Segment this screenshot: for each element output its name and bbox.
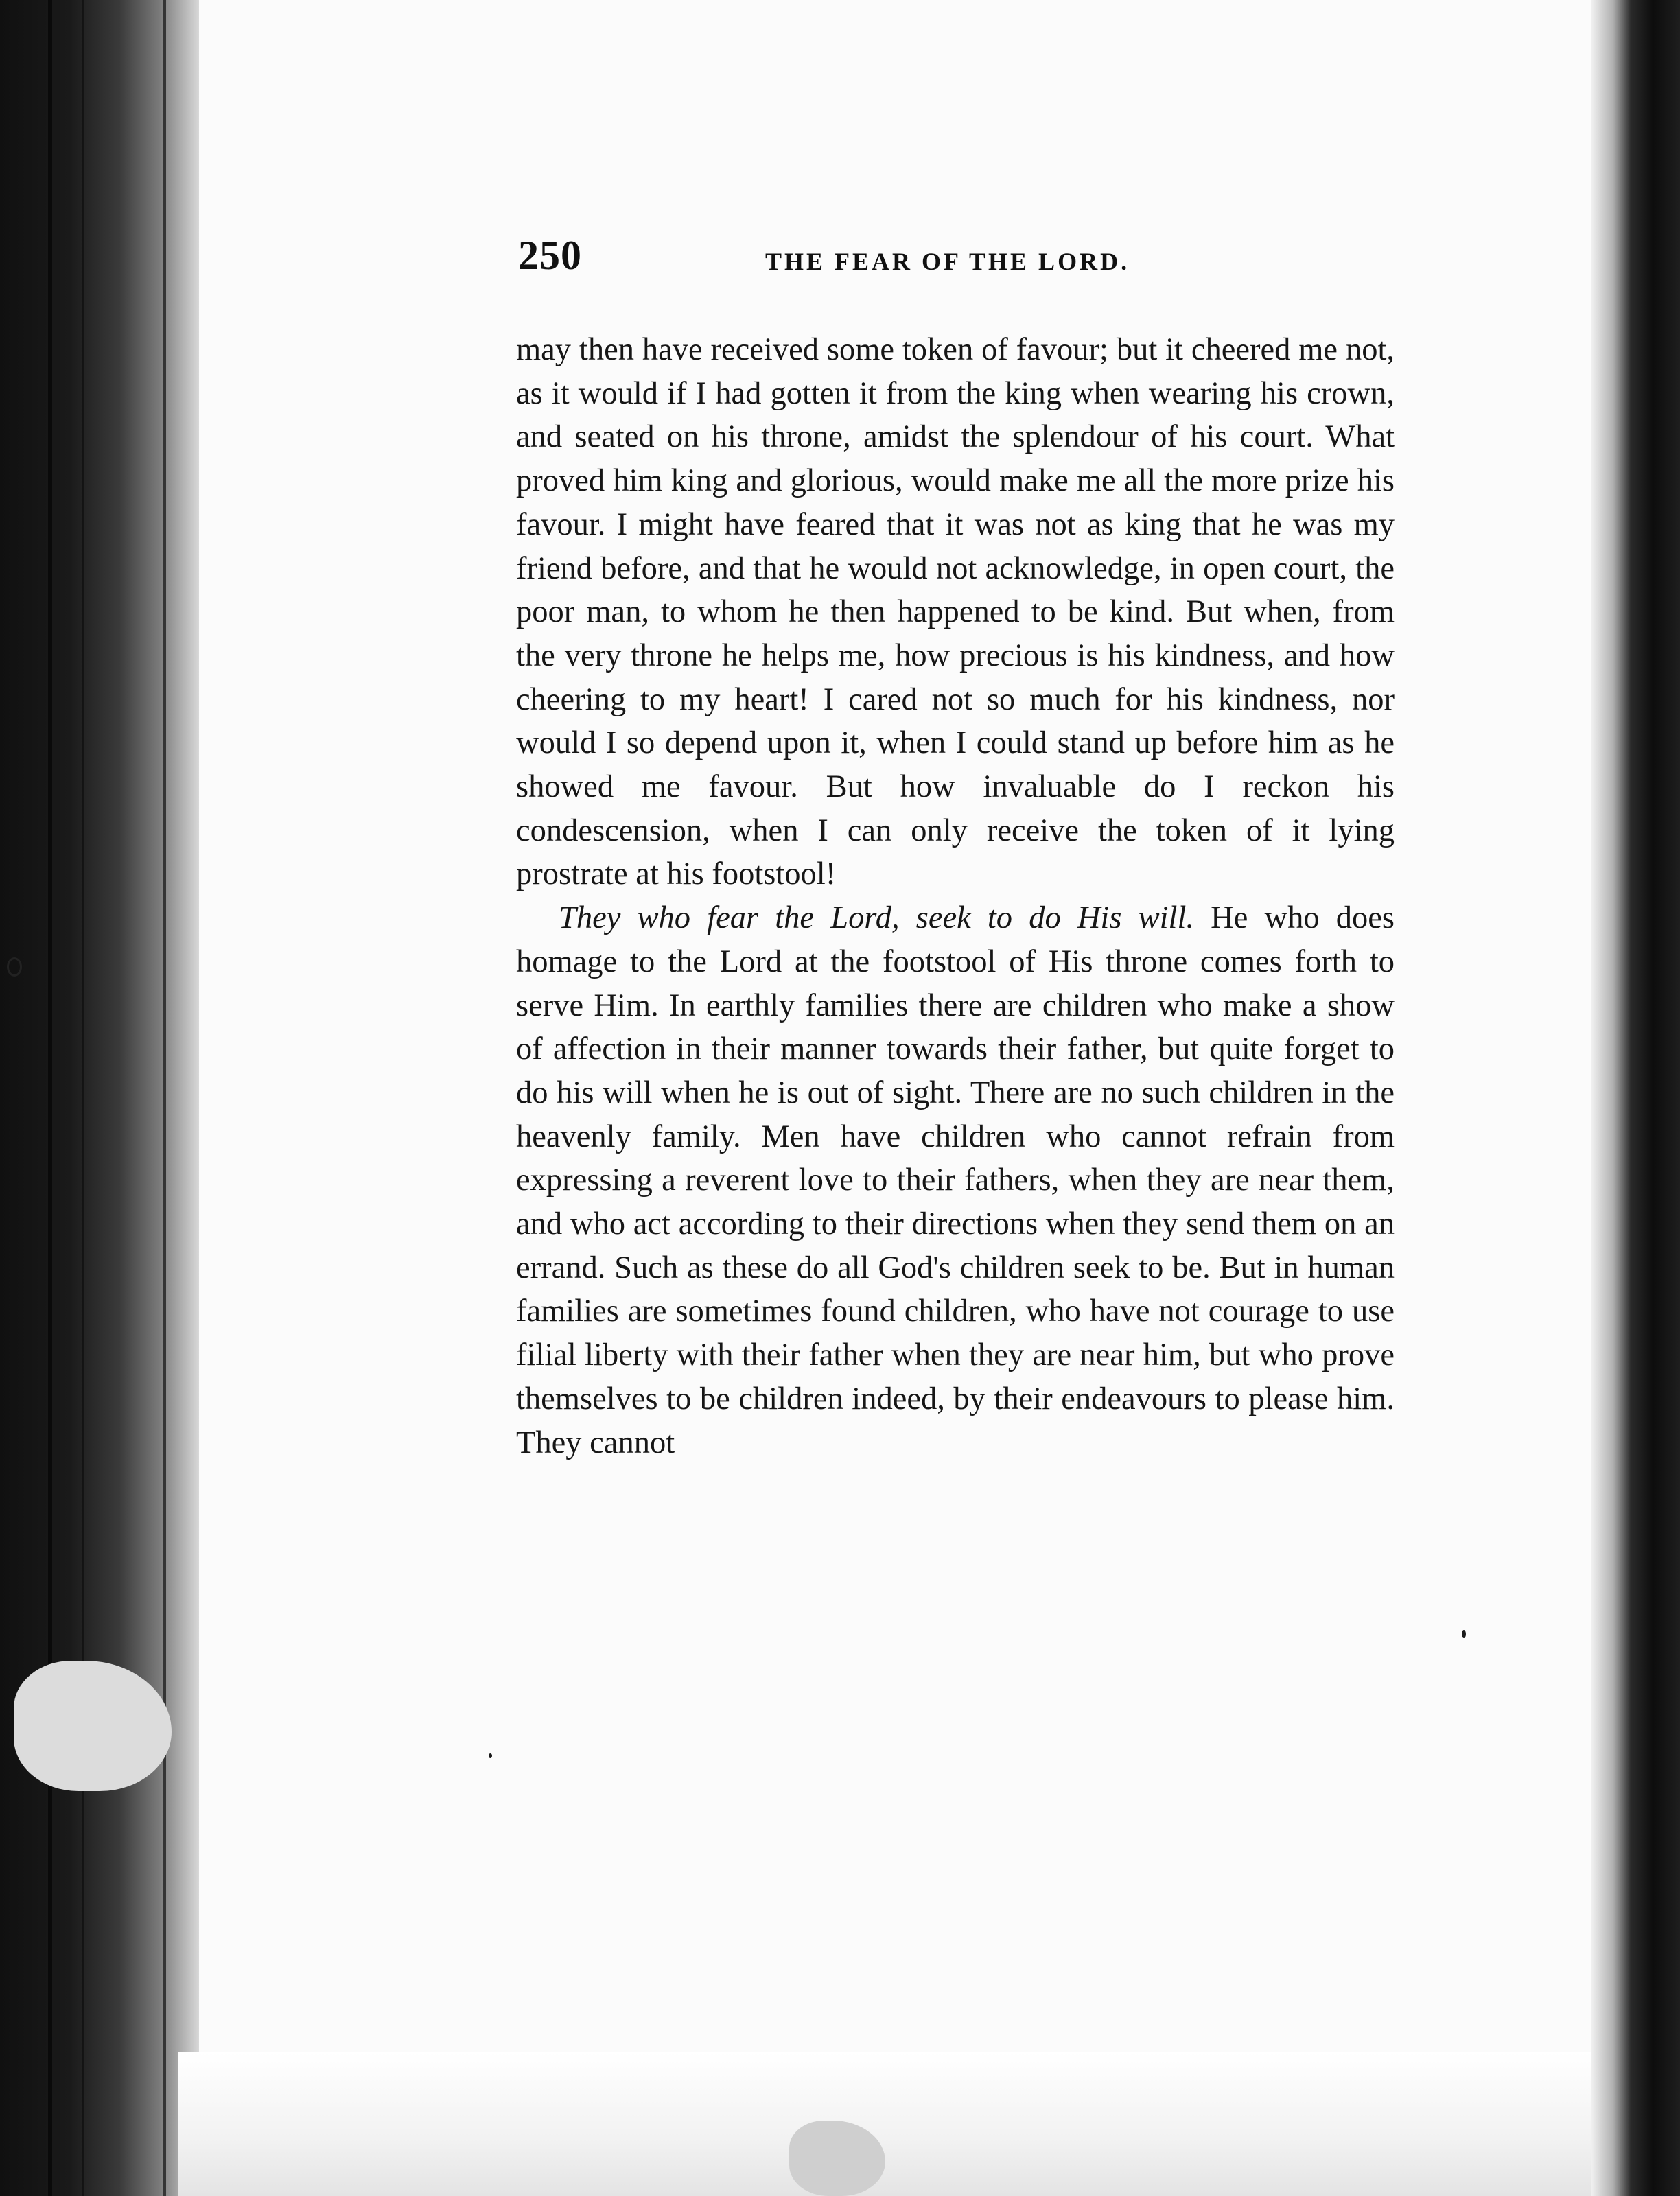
binding-edge-line (82, 0, 84, 2196)
body-text (516, 328, 1395, 1464)
page-edge-line (163, 0, 166, 2196)
right-edge-shadow (1591, 0, 1680, 2196)
paper-bottom-shadow (178, 2052, 1591, 2196)
left-binding-shadow (0, 0, 199, 2196)
scan-speck (7, 957, 22, 977)
page-header (518, 232, 1410, 287)
paragraph-2-text: He who does homage to the Lord at the footstool of His throne comes forth to serve Him. In earthly families there are children who make a show of affection in their manner towards their father, but quite forget to do his will when he is out of sight. There are no such children in the heavenly family. Men have children who cannot refrain from expressing a reverent love to their fathers, when they are near them, and who act according to their directions when they send them on an errand. Such as these do all God's children seek to be. But in human families are sometimes found children, who have not courage to use filial liberty with their father when they are near him, but who prove themselves to be children indeed, by their endeavours to please him. They cannot (516, 900, 1395, 1460)
running-head: THE FEAR OF THE LORD. (765, 248, 1130, 275)
paragraph-2-italic-lead: They who fear the Lord, seek to do His will. (559, 900, 1194, 936)
paragraph-1-text: may then have received some token of favour; but it cheered me not, as it would if I had gotten it from the king when wearing his crown, and seated on his throne, amidst the splendour of his court. What proved him king and glorious, would make me all the more prize his favour. I might have feared that it was not as king that he was my friend before, and that he would not acknowledge, in open court, the poor man, to whom he then happened to be kind. But when, from the very throne he helps me, how precious is his kindness, and how cheering to my heart! I cared not so much for his kindness, nor would I so depend upon it, when I could stand up before him as he showed me favour. But how invaluable do I reckon his condescension, when I can only receive the token of it lying prostrate at his footstool! (516, 332, 1395, 892)
page-number: 250 (518, 233, 582, 278)
scan-speck (489, 1753, 492, 1758)
binding-edge-line (48, 0, 52, 2196)
scan-speck (1462, 1630, 1466, 1638)
paragraph-2 (516, 896, 1395, 1464)
paragraph-1 (516, 328, 1395, 896)
